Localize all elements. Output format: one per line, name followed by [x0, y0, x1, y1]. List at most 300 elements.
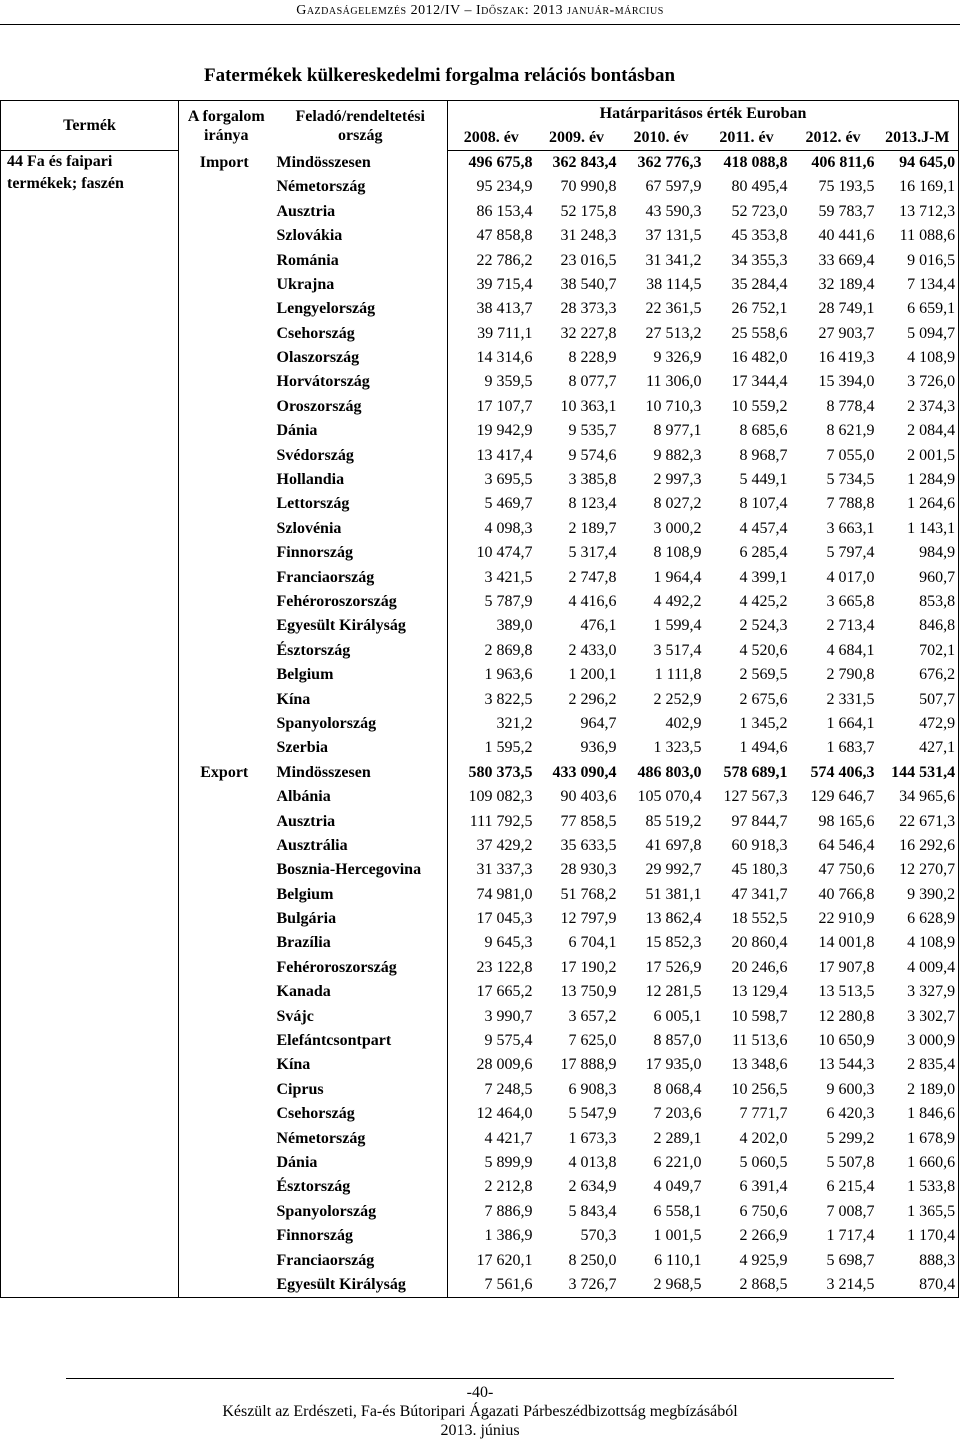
direction-label: [179, 1151, 274, 1175]
value-cell: 4 925,9: [739, 1251, 788, 1269]
value-cell: 13 129,4: [731, 983, 788, 1001]
value-cell: 5 507,8: [826, 1153, 875, 1171]
value-cell: 5 734,5: [826, 471, 875, 489]
value-cell: 1 170,4: [877, 1224, 959, 1248]
value-cell: 960,7: [877, 565, 959, 589]
value-cell: 1 111,8: [654, 666, 702, 684]
value-cell: 2 869,8: [484, 641, 533, 659]
country-name: Dánia: [274, 1151, 448, 1175]
value-cell: 9 326,9: [653, 349, 702, 367]
value-cell: 6 420,3: [826, 1105, 875, 1123]
country-name: Hollandia: [274, 468, 448, 492]
value-cell: 1 664,1: [826, 714, 875, 732]
value-cell: 6 391,4: [739, 1178, 788, 1196]
direction-label: [179, 175, 274, 199]
country-name: Kína: [274, 687, 448, 711]
value-cell: 9 882,3: [653, 446, 702, 464]
value-cell: 12 797,9: [560, 910, 617, 928]
header-product: Termék: [1, 101, 179, 151]
value-cell: 2 296,2: [568, 690, 617, 708]
value-cell: 80 495,4: [731, 178, 788, 196]
value-cell: 2 001,5: [877, 443, 959, 467]
value-cell: 3 822,5: [484, 690, 533, 708]
direction-label: [179, 370, 274, 394]
value-cell: 35 633,5: [560, 836, 617, 854]
value-cell: 1 001,5: [653, 1227, 702, 1245]
value-cell: 1 599,4: [653, 617, 702, 635]
value-cell: 17 045,3: [476, 910, 533, 928]
value-cell: 10 474,7: [476, 544, 533, 562]
country-name: Észtország: [274, 639, 448, 663]
value-cell: 321,2: [496, 714, 533, 732]
product-name: 44 Fa és faipari termékek; faszén: [1, 150, 179, 1297]
value-cell: 418 088,8: [723, 153, 788, 171]
value-cell: 45 353,8: [731, 227, 788, 245]
value-cell: 4 457,4: [739, 519, 788, 537]
value-cell: 9 016,5: [877, 248, 959, 272]
value-cell: 70 990,8: [560, 178, 617, 196]
direction-label: [179, 809, 274, 833]
value-cell: 4 009,4: [877, 956, 959, 980]
value-cell: 22 910,9: [818, 910, 875, 928]
value-cell: 6 215,4: [826, 1178, 875, 1196]
country-name: Egyesült Királyság: [274, 1273, 448, 1298]
value-cell: 3 385,8: [568, 471, 617, 489]
value-cell: 15 394,0: [818, 373, 875, 391]
direction-label: [179, 224, 274, 248]
value-cell: 1 673,3: [568, 1129, 617, 1147]
country-name: Egyesült Királyság: [274, 614, 448, 638]
value-cell: 16 169,1: [877, 175, 959, 199]
value-cell: 5 547,9: [568, 1105, 617, 1123]
value-cell: 7 055,0: [826, 446, 875, 464]
country-name: Olaszország: [274, 346, 448, 370]
value-cell: 17 665,2: [476, 983, 533, 1001]
value-cell: 4 416,6: [568, 593, 617, 610]
value-cell: 9 600,3: [826, 1080, 875, 1098]
direction-label: [179, 663, 274, 687]
direction-label: [179, 248, 274, 272]
value-cell: 3 302,7: [877, 1004, 959, 1028]
value-cell: 6 628,9: [877, 907, 959, 931]
value-cell: 507,7: [877, 687, 959, 711]
value-cell: 5 299,2: [826, 1129, 875, 1147]
country-name: Elefántcsontpart: [274, 1029, 448, 1053]
value-cell: 570,3: [580, 1227, 617, 1245]
value-cell: 27 903,7: [818, 324, 875, 342]
value-cell: 31 341,2: [645, 251, 702, 269]
direction-label: [179, 468, 274, 492]
country-name: Szlovénia: [274, 517, 448, 541]
country-name: Németország: [274, 1126, 448, 1150]
value-cell: 35 284,4: [731, 275, 788, 293]
value-cell: 9 359,5: [484, 373, 533, 391]
value-cell: 8 977,1: [653, 422, 702, 440]
year-header: 2011. év: [704, 125, 790, 150]
value-cell: 1 717,4: [826, 1227, 875, 1245]
value-cell: 28 009,6: [476, 1056, 533, 1074]
value-cell: 28 373,3: [560, 300, 617, 318]
value-cell: 402,9: [665, 714, 702, 732]
value-cell: 6 558,1: [653, 1202, 702, 1220]
direction-label: [179, 346, 274, 370]
value-cell: 12 281,5: [645, 983, 702, 1001]
country-name: Franciaország: [274, 565, 448, 589]
value-cell: 578 689,1: [723, 763, 788, 781]
value-cell: 3 000,9: [877, 1029, 959, 1053]
value-cell: 4 492,2: [653, 593, 702, 610]
value-cell: 846,8: [877, 614, 959, 638]
country-name: Csehország: [274, 1102, 448, 1126]
value-cell: 6 005,1: [653, 1007, 702, 1025]
value-cell: 6 221,0: [653, 1153, 702, 1171]
value-cell: 1 683,7: [826, 739, 875, 757]
direction-label: [179, 931, 274, 955]
value-cell: 52 175,8: [560, 202, 617, 220]
value-cell: 22 671,3: [877, 809, 959, 833]
value-cell: 9 390,2: [877, 883, 959, 907]
country-name: Finnország: [274, 541, 448, 565]
value-cell: 2 433,0: [568, 641, 617, 659]
value-cell: 23 122,8: [476, 958, 533, 976]
country-name: Belgium: [274, 663, 448, 687]
direction-label: [179, 980, 274, 1004]
value-cell: 1 264,6: [877, 492, 959, 516]
value-cell: 32 189,4: [818, 275, 875, 293]
running-header: Gazdaságelemzés 2012/IV – Időszak: 2013 január-március: [296, 3, 664, 18]
value-cell: 51 381,1: [645, 885, 702, 903]
value-cell: 3 990,7: [484, 1007, 533, 1025]
value-cell: 1 200,1: [568, 666, 617, 684]
value-cell: 11 513,6: [732, 1032, 788, 1050]
value-cell: 7 771,7: [739, 1105, 788, 1123]
value-cell: 4 013,8: [568, 1153, 617, 1171]
value-cell: 3 000,2: [653, 519, 702, 537]
value-cell: 17 190,2: [560, 958, 617, 976]
value-cell: 7 788,8: [826, 495, 875, 513]
value-cell: 5 317,4: [568, 544, 617, 562]
value-cell: 17 107,7: [476, 397, 533, 415]
value-cell: 5 787,9: [484, 593, 533, 610]
country-name: Bulgária: [274, 907, 448, 931]
value-cell: 12 464,0: [476, 1105, 533, 1123]
country-name: Ausztria: [274, 200, 448, 224]
value-cell: 13 544,3: [818, 1056, 875, 1074]
value-cell: 17 620,1: [476, 1251, 533, 1269]
direction-label: [179, 541, 274, 565]
value-cell: 47 858,8: [476, 227, 533, 245]
value-cell: 85 519,2: [645, 812, 702, 830]
value-cell: 8 068,4: [653, 1080, 702, 1098]
value-cell: 95 234,9: [476, 178, 533, 196]
value-cell: 8 123,4: [568, 495, 617, 513]
value-cell: 90 403,6: [560, 788, 617, 806]
value-cell: 2 634,9: [568, 1178, 617, 1196]
value-cell: 3 657,2: [568, 1007, 617, 1025]
value-cell: 5 060,5: [739, 1153, 788, 1171]
value-cell: 2 790,8: [826, 666, 875, 684]
country-name: Ausztria: [274, 809, 448, 833]
value-cell: 111 792,5: [469, 812, 533, 830]
value-cell: 60 918,3: [731, 836, 788, 854]
value-cell: 10 598,7: [731, 1007, 788, 1025]
value-cell: 1 846,6: [877, 1102, 959, 1126]
value-cell: 8 857,0: [653, 1032, 702, 1050]
country-name: Románia: [274, 248, 448, 272]
value-cell: 17 344,4: [731, 373, 788, 391]
direction-label: [179, 858, 274, 882]
value-cell: 8 778,4: [826, 397, 875, 415]
value-cell: 3 695,5: [484, 471, 533, 489]
value-cell: 17 907,8: [818, 958, 875, 976]
value-cell: 77 858,5: [560, 812, 617, 830]
country-name: Kanada: [274, 980, 448, 1004]
direction-label: [179, 639, 274, 663]
value-cell: 12 280,8: [818, 1007, 875, 1025]
footer-divider: [66, 1378, 894, 1379]
value-cell: 7 248,5: [484, 1080, 533, 1098]
country-name: Svédország: [274, 443, 448, 467]
value-cell: 5 843,4: [568, 1202, 617, 1220]
country-name: Brazília: [274, 931, 448, 955]
value-cell: 5 094,7: [877, 322, 959, 346]
value-cell: 2 868,5: [704, 1273, 790, 1298]
value-cell: 888,3: [877, 1248, 959, 1272]
value-cell: 59 783,7: [818, 202, 875, 220]
value-cell: 75 193,5: [818, 178, 875, 196]
value-cell: 37 429,2: [476, 836, 533, 854]
value-cell: 5 899,9: [484, 1153, 533, 1171]
value-cell: 2 331,5: [826, 690, 875, 708]
value-cell: 3 421,5: [484, 568, 533, 586]
value-cell: 486 803,0: [637, 763, 702, 781]
direction-label: [179, 200, 274, 224]
value-cell: 4 425,2: [739, 593, 788, 610]
value-cell: 7 561,6: [448, 1273, 535, 1298]
value-cell: 3 726,0: [877, 370, 959, 394]
value-cell: 6 704,1: [568, 934, 617, 952]
value-cell: 25 558,6: [731, 324, 788, 342]
country-name: Szerbia: [274, 736, 448, 760]
country-name: Mindösszesen: [274, 761, 448, 785]
value-cell: 38 114,5: [646, 275, 702, 293]
country-name: Mindösszesen: [274, 150, 448, 175]
value-cell: 574 406,3: [810, 763, 875, 781]
value-cell: 1 533,8: [877, 1175, 959, 1199]
table-body: [1, 101, 959, 1298]
value-cell: 11 306,0: [646, 373, 702, 391]
direction-label: [179, 1078, 274, 1102]
value-cell: 127 567,3: [723, 788, 788, 806]
country-name: Ukrajna: [274, 273, 448, 297]
value-cell: 10 650,9: [818, 1032, 875, 1050]
value-cell: 144 531,4: [877, 761, 959, 785]
value-cell: 2 374,3: [877, 395, 959, 419]
value-cell: 8 685,6: [739, 422, 788, 440]
value-cell: 1 284,9: [877, 468, 959, 492]
value-cell: 2 266,9: [739, 1227, 788, 1245]
value-cell: 32 227,8: [560, 324, 617, 342]
value-cell: 4 098,3: [484, 519, 533, 537]
value-cell: 17 935,0: [645, 1056, 702, 1074]
page-number: -40-: [466, 1384, 494, 1401]
value-cell: 17 888,9: [560, 1056, 617, 1074]
value-cell: 41 697,8: [645, 836, 702, 854]
value-cell: 40 441,6: [818, 227, 875, 245]
value-cell: 3 517,4: [653, 641, 702, 659]
value-cell: 19 942,9: [476, 422, 533, 440]
direction-label: [179, 565, 274, 589]
value-cell: 9 645,3: [484, 934, 533, 952]
value-cell: 47 750,6: [818, 861, 875, 879]
direction-label: [179, 1175, 274, 1199]
value-cell: 1 494,6: [739, 739, 788, 757]
value-cell: 6 750,6: [739, 1202, 788, 1220]
direction-label: [179, 736, 274, 760]
country-name: Horvátország: [274, 370, 448, 394]
direction-label: [179, 1200, 274, 1224]
value-cell: 7 203,6: [653, 1105, 702, 1123]
value-cell: 5 698,7: [826, 1251, 875, 1269]
value-cell: 8 968,7: [739, 446, 788, 464]
country-name: Fehéroroszország: [274, 590, 448, 614]
value-cell: 4 049,7: [653, 1178, 702, 1196]
header-value: Határparitásos érték Euroban: [448, 101, 959, 126]
direction-label: [179, 517, 274, 541]
value-cell: 6 659,1: [877, 297, 959, 321]
value-cell: 1 323,5: [653, 739, 702, 757]
value-cell: 10 256,5: [731, 1080, 788, 1098]
value-cell: 38 413,7: [476, 300, 533, 318]
value-cell: 870,4: [877, 1273, 959, 1298]
value-cell: 16 419,3: [818, 349, 875, 367]
page-title: Fatermékek külkereskedelmi forgalma relációs bontásban: [204, 65, 676, 86]
value-cell: 1 143,1: [877, 517, 959, 541]
year-header: 2009. év: [535, 125, 619, 150]
value-cell: 47 341,7: [731, 885, 788, 903]
value-cell: 3 214,5: [790, 1273, 877, 1298]
value-cell: 31 337,3: [476, 861, 533, 879]
footer-credit: Készült az Erdészeti, Fa-és Bútoripari Ágazati Párbeszédbizottság megbízásából: [222, 1403, 738, 1420]
footer-date: 2013. június: [440, 1422, 520, 1439]
value-cell: 3 665,8: [826, 593, 875, 610]
value-cell: 427,1: [877, 736, 959, 760]
value-cell: 4 108,9: [877, 931, 959, 955]
value-cell: 5 469,7: [484, 495, 533, 513]
value-cell: 13 712,3: [877, 200, 959, 224]
value-cell: 33 669,4: [818, 251, 875, 269]
value-cell: 2 189,0: [877, 1078, 959, 1102]
direction-label: [179, 492, 274, 516]
value-cell: 16 482,0: [731, 349, 788, 367]
country-name: Belgium: [274, 883, 448, 907]
value-cell: 18 552,5: [731, 910, 788, 928]
value-cell: 23 016,5: [560, 251, 617, 269]
value-cell: 1 678,9: [877, 1126, 959, 1150]
direction-label: [179, 1053, 274, 1077]
value-cell: 853,8: [877, 590, 959, 614]
value-cell: 37 131,5: [645, 227, 702, 245]
direction-label: [179, 322, 274, 346]
table-row: [1, 150, 959, 175]
direction-label: Import: [199, 153, 249, 171]
value-cell: 2 997,3: [653, 471, 702, 489]
value-cell: 8 107,4: [739, 495, 788, 513]
direction-label: [179, 907, 274, 931]
header-country: Feladó/rendeltetési ország: [274, 101, 448, 151]
value-cell: 2 084,4: [877, 419, 959, 443]
country-name: Fehéroroszország: [274, 956, 448, 980]
value-cell: 52 723,0: [731, 202, 788, 220]
year-header: 2012. év: [790, 125, 877, 150]
value-cell: 22 786,2: [476, 251, 533, 269]
country-name: Svájc: [274, 1004, 448, 1028]
value-cell: 7 886,9: [484, 1202, 533, 1220]
value-cell: 8 108,9: [653, 544, 702, 562]
value-cell: 5 797,4: [826, 544, 875, 562]
value-cell: 15 852,3: [645, 934, 702, 952]
value-cell: 94 645,0: [877, 150, 959, 175]
value-cell: 64 546,4: [818, 836, 875, 854]
value-cell: 362 843,4: [552, 153, 617, 171]
value-cell: 40 766,8: [818, 885, 875, 903]
value-cell: 7 625,0: [568, 1032, 617, 1050]
value-cell: 74 981,0: [476, 885, 533, 903]
value-cell: 7 008,7: [826, 1202, 875, 1220]
value-cell: 38 540,7: [560, 275, 617, 293]
value-cell: 472,9: [877, 712, 959, 736]
direction-label: [179, 419, 274, 443]
value-cell: 27 513,2: [645, 324, 702, 342]
value-cell: 26 752,1: [731, 300, 788, 318]
value-cell: 476,1: [580, 617, 617, 635]
country-name: Csehország: [274, 322, 448, 346]
value-cell: 34 355,3: [731, 251, 788, 269]
value-cell: 4 520,6: [739, 641, 788, 659]
value-cell: 2 252,9: [653, 690, 702, 708]
country-name: Finnország: [274, 1224, 448, 1248]
value-cell: 580 373,5: [468, 763, 533, 781]
country-name: Szlovákia: [274, 224, 448, 248]
value-cell: 1 660,6: [877, 1151, 959, 1175]
value-cell: 362 776,3: [637, 153, 702, 171]
value-cell: 2 747,8: [568, 568, 617, 586]
value-cell: 97 844,7: [731, 812, 788, 830]
value-cell: 676,2: [877, 663, 959, 687]
value-cell: 4 017,0: [826, 568, 875, 586]
value-cell: 3 327,9: [877, 980, 959, 1004]
direction-label: [179, 395, 274, 419]
country-name: Észtország: [274, 1175, 448, 1199]
direction-label: [179, 834, 274, 858]
value-cell: 109 082,3: [468, 788, 533, 806]
direction-label: [179, 1273, 274, 1298]
direction-label: [179, 956, 274, 980]
country-name: Dánia: [274, 419, 448, 443]
country-name: Lettország: [274, 492, 448, 516]
value-cell: 3 726,7: [535, 1273, 619, 1298]
value-cell: 51 768,2: [560, 885, 617, 903]
direction-label: [179, 1224, 274, 1248]
value-cell: 2 189,7: [568, 519, 617, 537]
value-cell: 28 930,3: [560, 861, 617, 879]
value-cell: 6 908,3: [568, 1080, 617, 1098]
country-name: Franciaország: [274, 1248, 448, 1272]
value-cell: 8 250,0: [568, 1251, 617, 1269]
value-cell: 2 713,4: [826, 617, 875, 635]
value-cell: 1 345,2: [739, 714, 788, 732]
direction-label: [179, 1248, 274, 1272]
